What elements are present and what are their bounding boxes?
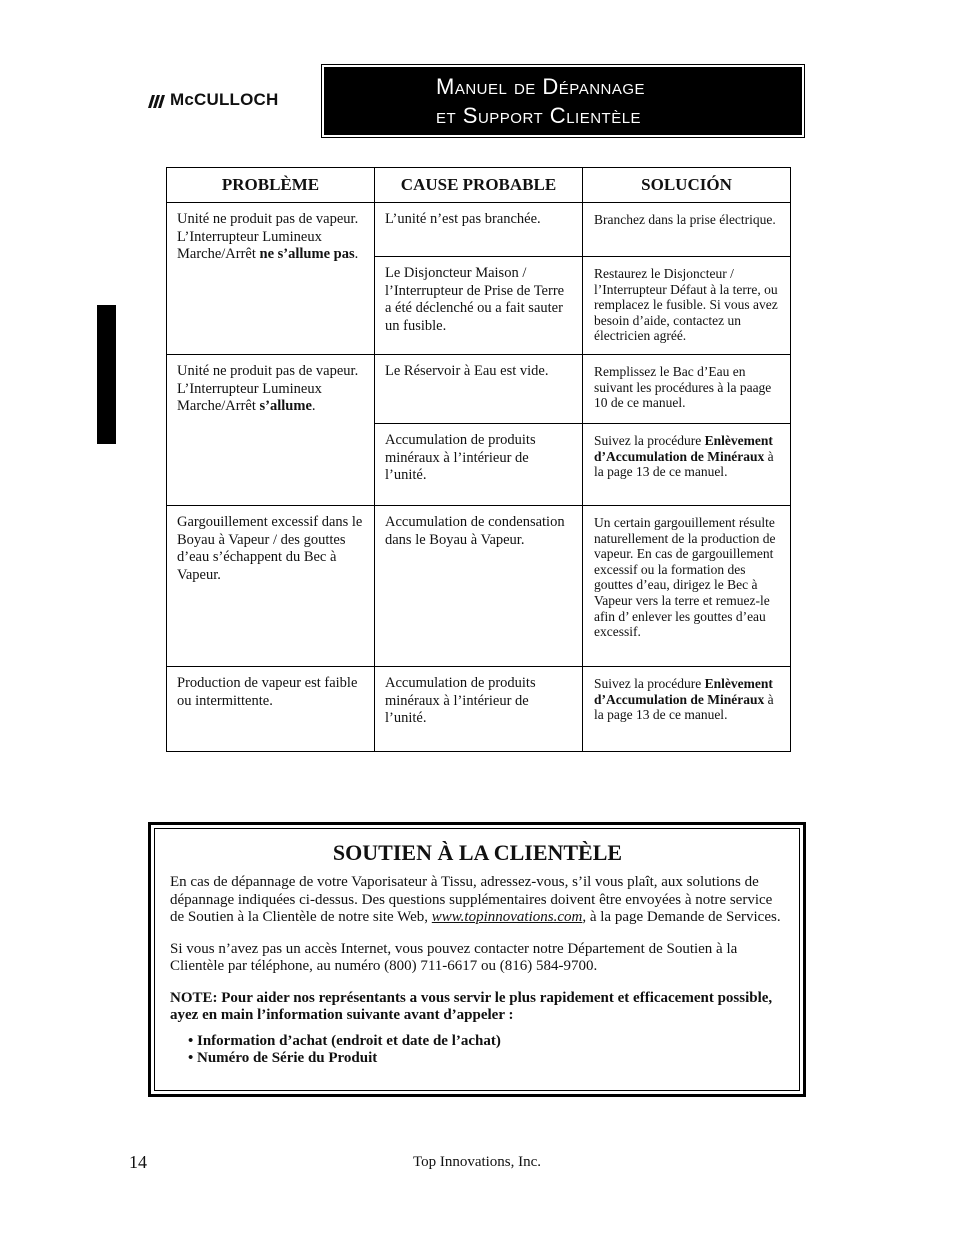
cause-cell: Le Disjoncteur Maison / l’Interrupteur de Prise de Terre a été déclenché ou a fait sauter un fusible.	[375, 257, 583, 355]
troubleshooting-table	[166, 167, 791, 752]
header-cause-probable: CAUSE PROBABLE	[375, 168, 583, 203]
list-item: • Numéro de Série du Produit	[188, 1050, 378, 1066]
cause-cell: Accumulation de produits minéraux à l’intérieur de l’unité.	[375, 424, 583, 506]
solution-cell: Suivez la procédure Enlèvement d’Accumulation de Minéraux à la page 13 de ce manuel.	[583, 667, 791, 752]
cause-cell: Le Réservoir à Eau est vide.	[375, 355, 583, 424]
table-row	[167, 203, 791, 257]
problem-cell: Unité ne produit pas de vapeur. L’Interrupteur Lumineux Marche/Arrêt s’allume.	[167, 355, 375, 506]
title-line-1: Manuel de Dépannage	[436, 74, 646, 99]
list-item: • Information d’achat (endroit et date de l’achat)	[188, 1032, 501, 1049]
support-note: NOTE: Pour aider nos représentants a vous servir le plus rapidement et efficacement possible, ayez en main l’information suivante avant d’appeler :	[170, 989, 773, 1023]
problem-cell: Gargouillement excessif dans le Boyau à Vapeur / des gouttes d’eau s’échappent du Bec à Vapeur.	[167, 506, 375, 667]
cause-cell: Accumulation de condensation dans le Boyau à Vapeur.	[375, 506, 583, 667]
problem-cell: Production de vapeur est faible ou intermittente.	[167, 667, 375, 752]
manual-title	[324, 67, 802, 135]
brand-name: McCULLOCH	[170, 90, 279, 109]
solution-cell: Suivez la procédure Enlèvement d’Accumulation de Minéraux à la page 13 de ce manuel.	[583, 424, 791, 506]
solution-cell: Remplissez le Bac d’Eau en suivant les procédures à la paage 10 de ce manuel.	[583, 355, 791, 424]
section-tab-marker	[97, 305, 116, 444]
header-solucion: SOLUCIÓN	[583, 168, 791, 203]
manual-title-box	[321, 64, 805, 138]
customer-support-content	[154, 828, 800, 1091]
solution-cell: Restaurez le Disjoncteur / l’Interrupteur Défaut à la terre, ou remplacez le fusible. Si vous avez besoin d’aide, contactez un électricien agréé.	[583, 257, 791, 355]
support-paragraph-web: En cas de dépannage de votre Vaporisateur à Tissu, adressez-vous, s’il vous plaît, aux solutions de dépannage indiquées ci-dessus. Des questions supplémentaires doivent être envoyées à notre service de Soutien à la Clientèle de notre site Web, www.topinnovations.com, à la page Demande de Services.	[170, 874, 781, 925]
table-row	[167, 355, 791, 424]
problem-cell: Unité ne produit pas de vapeur. L’Interrupteur Lumineux Marche/Arrêt ne s’allume pas.	[167, 203, 375, 355]
info-bullet-list	[170, 1033, 785, 1068]
table-header-row	[167, 168, 791, 203]
support-title: SOUTIEN À LA CLIENTÈLE	[332, 840, 623, 865]
cause-cell: Accumulation de produits minéraux à l’intérieur de l’unité.	[375, 667, 583, 752]
cause-cell: L’unité n’est pas branchée.	[375, 203, 583, 257]
solution-cell: Branchez dans la prise électrique.	[583, 203, 791, 257]
table-row	[167, 506, 791, 667]
mcculloch-logo-icon	[148, 92, 168, 108]
customer-support-box	[148, 822, 806, 1097]
website-link[interactable]: www.topinnovations.com	[431, 909, 583, 925]
footer-company: Top Innovations, Inc.	[412, 1154, 542, 1170]
support-paragraph-phone: Si vous n’avez pas un accès Internet, vous pouvez contacter notre Département de Soutien à la Clientèle par téléphone, au numéro (800) 711-6617 ou (816) 584-9700.	[170, 940, 738, 974]
brand-logo	[148, 89, 279, 111]
page-number: 14	[129, 1152, 147, 1172]
solution-cell: Un certain gargouillement résulte naturellement de la production de vapeur. En cas de gargouillement excessif ou la formation des gouttes d’eau, dirigez le Bec à Vapeur vers la terre et remuez-le afin d’ enlever les gouttes d’eau excessif.	[583, 506, 791, 667]
table-row	[167, 667, 791, 752]
header-probleme: PROBLÈME	[167, 168, 375, 203]
title-line-2: et Support Clientèle	[436, 103, 642, 128]
